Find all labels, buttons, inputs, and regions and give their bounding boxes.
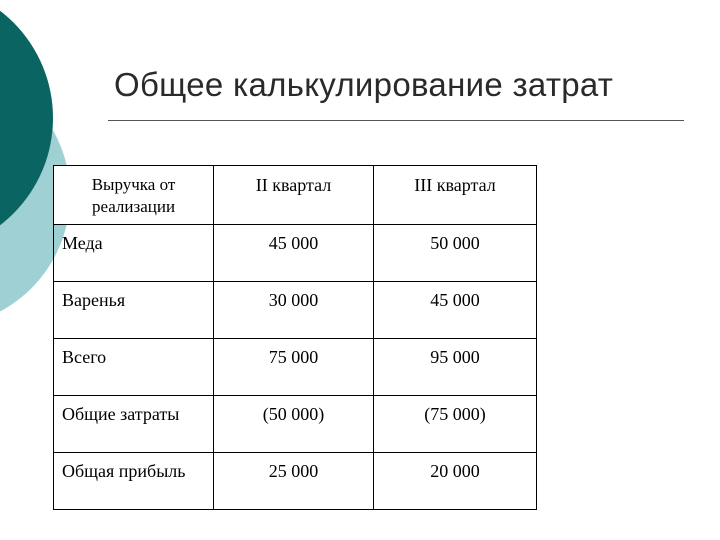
q2-value: 45 000 [268, 233, 319, 253]
q3-cell [374, 282, 537, 339]
q2-cell [214, 453, 374, 510]
header-label [54, 166, 213, 218]
header-label-line2: реализации [91, 197, 176, 216]
q3-cell [374, 339, 537, 396]
header-label-line1: Выручка от [91, 175, 176, 194]
q2-value: (50 000) [262, 404, 325, 424]
header-q3: III квартал [414, 175, 496, 195]
q3-cell [374, 453, 537, 510]
cost-table [53, 165, 537, 510]
q2-value: 75 000 [268, 347, 319, 367]
row-label: Варенья [62, 290, 126, 310]
q2-cell [214, 396, 374, 453]
title-underline [108, 120, 684, 121]
row-label-cell [54, 339, 214, 396]
row-label-cell [54, 225, 214, 282]
q2-value: 25 000 [268, 461, 319, 481]
q2-cell [214, 282, 374, 339]
table-row [54, 453, 537, 510]
row-label: Всего [62, 347, 107, 367]
row-label-cell [54, 453, 214, 510]
table-row [54, 282, 537, 339]
row-label: Общие затраты [62, 404, 180, 424]
header-q2: II квартал [255, 175, 332, 195]
q3-value: 20 000 [430, 461, 480, 481]
q2-value: 30 000 [268, 290, 319, 310]
q3-value: (75 000) [424, 404, 486, 424]
table-row [54, 225, 537, 282]
q3-cell [374, 225, 537, 282]
row-label-cell [54, 282, 214, 339]
table-row [54, 339, 537, 396]
row-label: Общая прибыль [62, 461, 186, 481]
header-cell-q3 [374, 166, 537, 225]
q3-value: 95 000 [430, 347, 480, 367]
q2-cell [214, 339, 374, 396]
row-label: Меда [62, 233, 103, 253]
q3-value: 45 000 [430, 290, 480, 310]
q3-value: 50 000 [430, 233, 480, 253]
header-cell-q2 [214, 166, 374, 225]
table-header-row [54, 166, 537, 225]
q3-cell [374, 396, 537, 453]
table-row [54, 396, 537, 453]
header-cell-label [54, 166, 214, 225]
row-label-cell [54, 396, 214, 453]
q2-cell [214, 225, 374, 282]
page-title: Общее калькулирование затрат [114, 66, 614, 103]
